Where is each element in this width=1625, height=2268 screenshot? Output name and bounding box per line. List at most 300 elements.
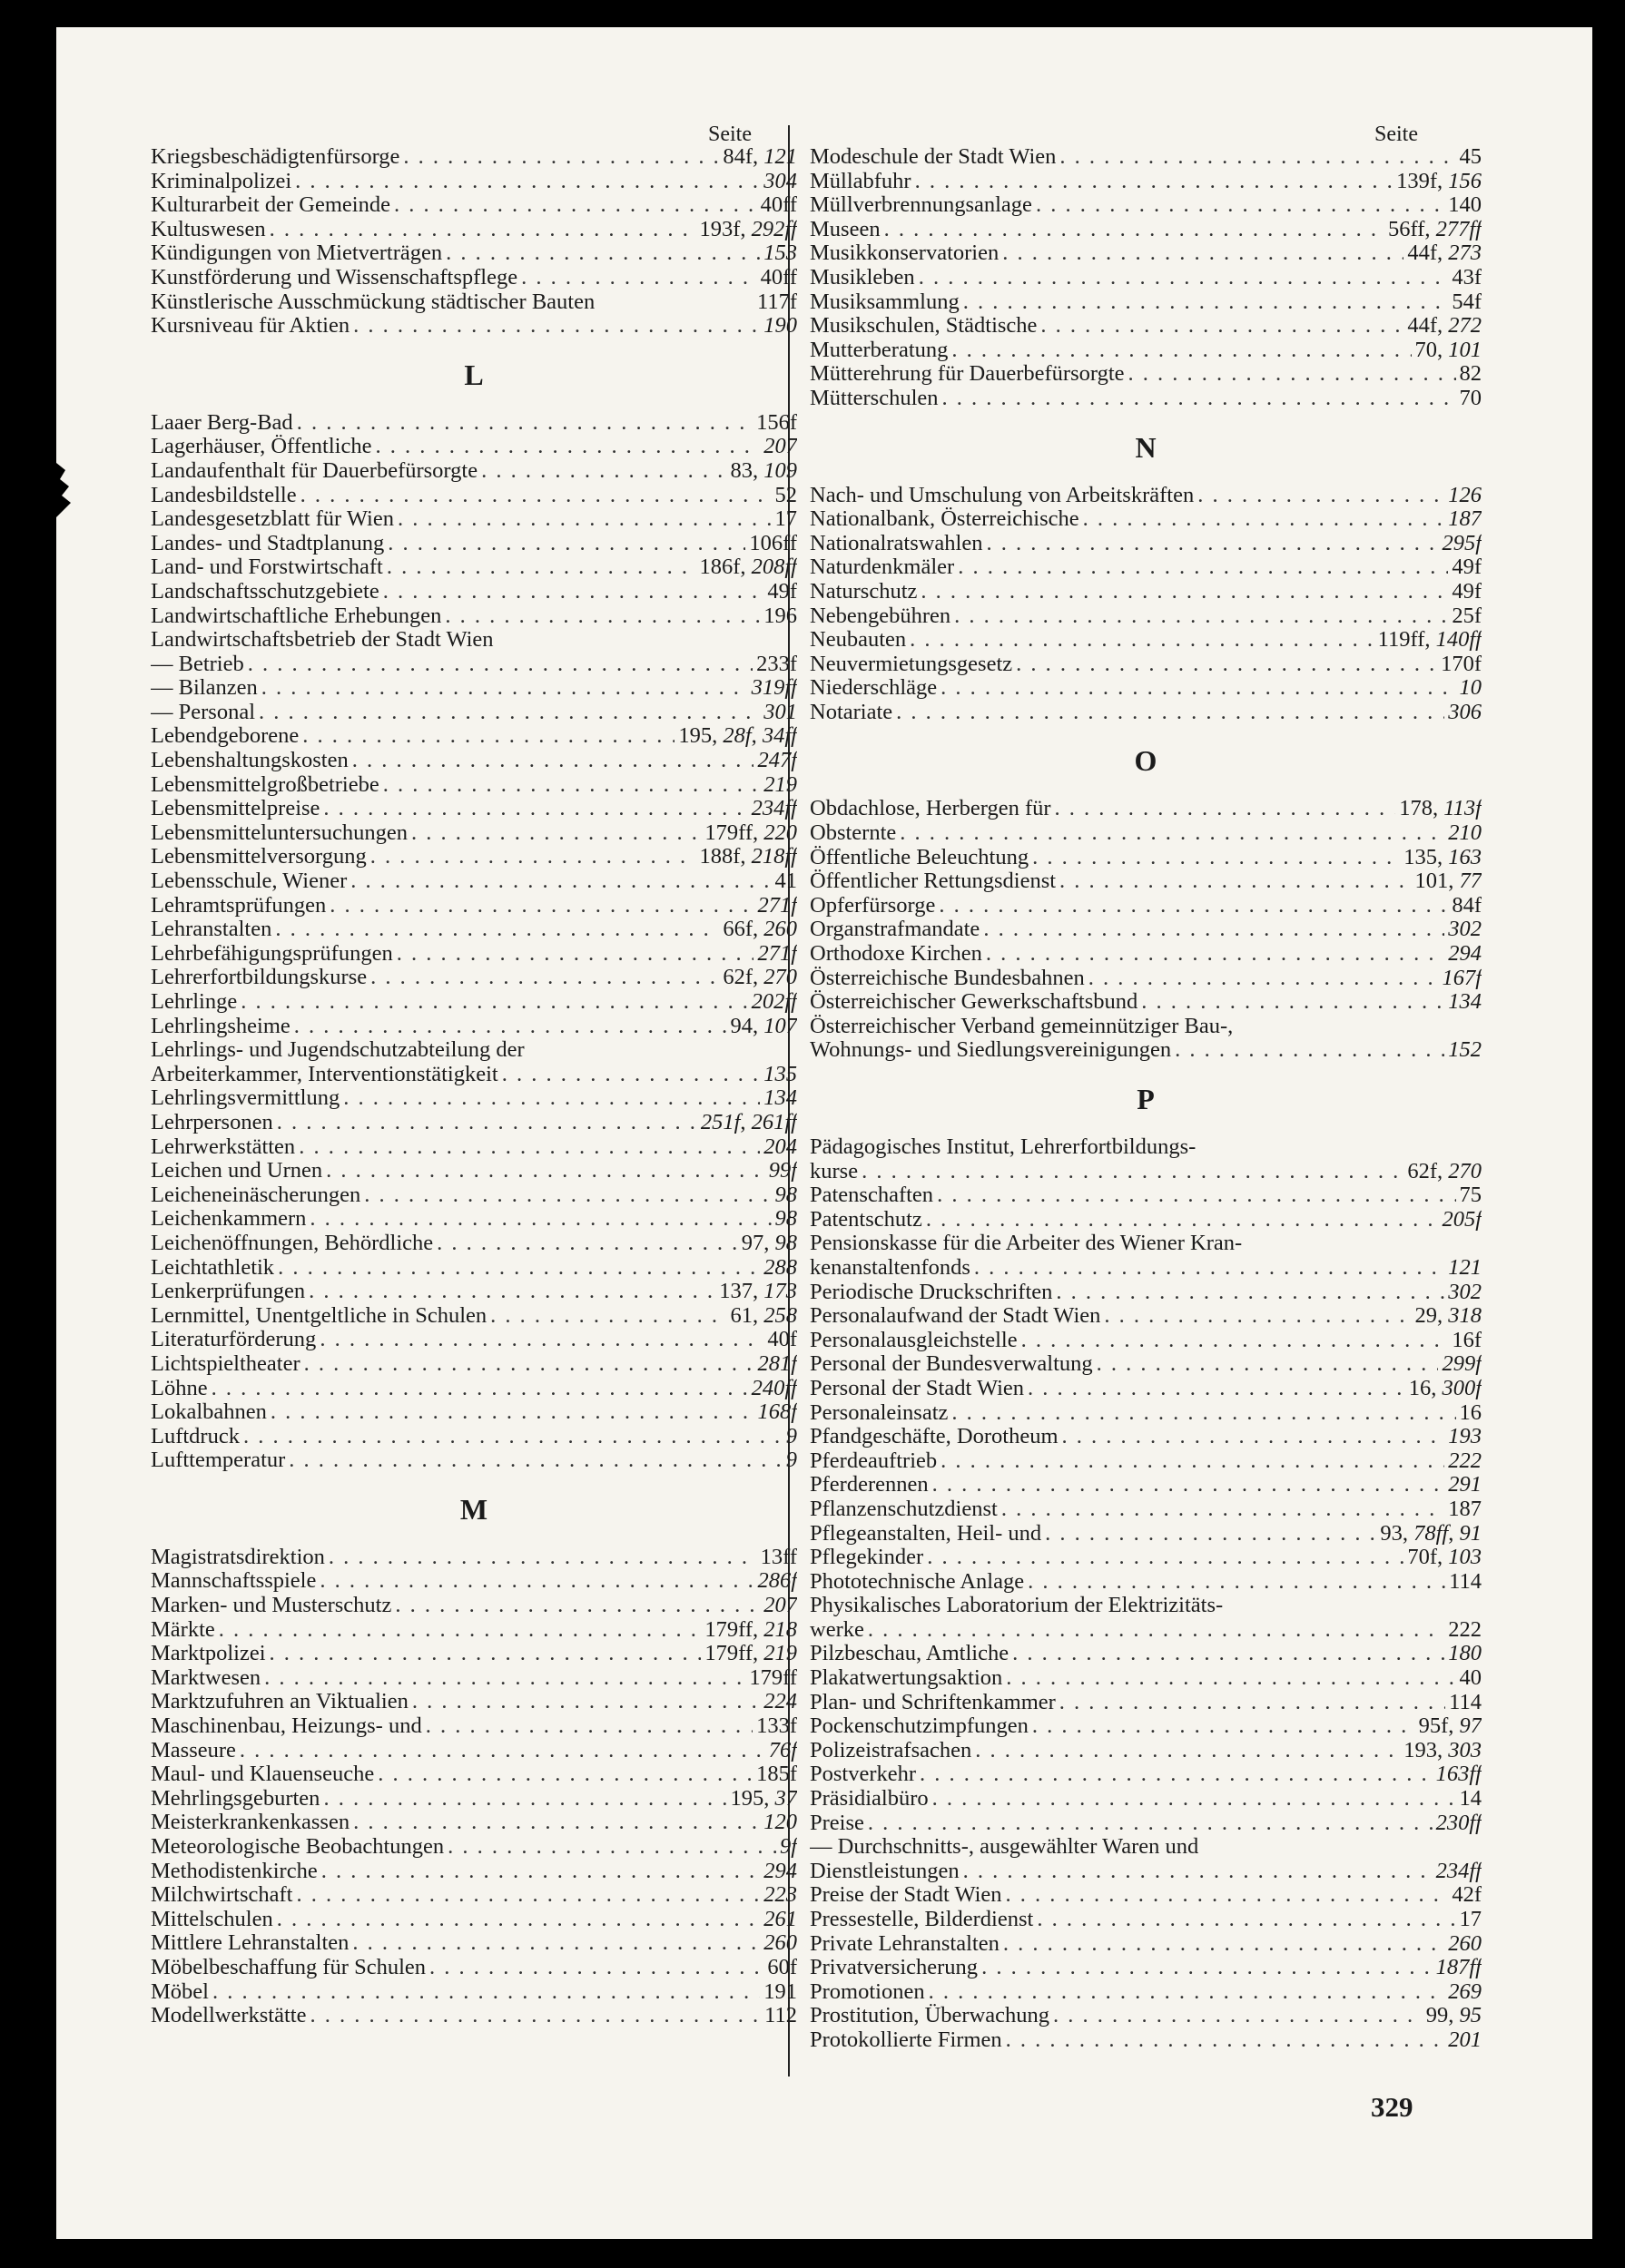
page-ref: 40ff (760, 193, 797, 218)
index-entry (810, 1377, 1482, 1401)
leader-dots (490, 1304, 726, 1329)
entry-label: Musikkonservatorien (810, 241, 1000, 266)
page-reference (1426, 2004, 1482, 2028)
leader-dots (1021, 1329, 1449, 1353)
index-entry (810, 676, 1482, 701)
index-entry (810, 290, 1482, 315)
entry-label: Marken- und Musterschutz (151, 1594, 392, 1618)
entry-label: Museen (810, 217, 881, 241)
page-ref: 49f (767, 579, 797, 604)
page-reference (1460, 387, 1482, 411)
leader-dots (919, 266, 1449, 290)
page-reference (767, 1328, 797, 1352)
entry-label: Leichenöffnungen, Behördliche (151, 1231, 434, 1255)
index-entry (810, 1015, 1482, 1039)
page-ref-italic: 120 (763, 1811, 797, 1835)
leader-dots (350, 869, 771, 894)
page-ref-italic: 208ff (751, 555, 797, 580)
index-entry (151, 1038, 797, 1063)
index-entry (810, 990, 1482, 1015)
page-ref: 56ff, (1388, 217, 1436, 241)
entry-label: Notariate (810, 700, 893, 724)
page-ref: 114 (1449, 1569, 1482, 1594)
page-ref: 191 (763, 1979, 797, 2004)
page-reference (1448, 1980, 1482, 2005)
page-ref-italic: 187 (1448, 507, 1482, 532)
index-entry (151, 1063, 797, 1087)
leader-dots (1055, 797, 1396, 821)
index-entry (810, 387, 1482, 411)
leader-dots (352, 749, 754, 773)
page-reference (1407, 314, 1482, 339)
entry-label: Marktpolizei (151, 1642, 266, 1666)
page-ref: 41 (774, 869, 797, 894)
page-reference (752, 990, 797, 1015)
entry-label: Marktzufuhren an Viktualien (151, 1690, 409, 1714)
page-reference (1448, 2028, 1482, 2053)
entry-label: Lebensmittelversorgung (151, 845, 367, 869)
page-ref-italic: 134 (1448, 990, 1482, 1015)
page-ref: 70, (1414, 338, 1449, 362)
entry-label: Organstrafmandate (810, 918, 980, 942)
page-ref-italic: 37 (774, 1786, 797, 1811)
entry-label: Präsidialbüro (810, 1787, 929, 1811)
page-reference (1452, 555, 1482, 580)
page-ref: 62f, (1407, 1159, 1449, 1183)
index-entry (810, 241, 1482, 266)
page-reference (756, 653, 797, 677)
leader-dots (403, 145, 719, 170)
leader-dots (375, 435, 760, 459)
page-ref: 61, (730, 1303, 764, 1328)
page-ref: 83, (730, 458, 764, 483)
page-reference (763, 604, 797, 629)
entry-label: Literaturförderung (151, 1328, 317, 1352)
entry-label: Landwirtschaftsbetrieb der Stadt Wien (151, 628, 494, 653)
entry-label: Methodistenkirche (151, 1859, 318, 1883)
leader-dots (297, 411, 753, 436)
page-ref-italic: 261 (763, 1907, 797, 1931)
entry-label: Lehrwerkstätten (151, 1134, 296, 1159)
page-reference (1442, 532, 1482, 556)
leader-dots (1175, 1038, 1444, 1063)
entry-label: Nach- und Umschulung von Arbeitskräften (810, 483, 1195, 507)
index-entry (151, 1980, 797, 2005)
page-reference (767, 1956, 797, 1980)
page-ref: 60f (767, 1955, 797, 1979)
index-entry (151, 1280, 797, 1304)
index-entry (151, 1739, 797, 1763)
page-reference (1380, 1522, 1482, 1546)
leader-dots (910, 628, 1374, 653)
index-entry (151, 894, 797, 918)
page-ref-italic: 271f (757, 941, 797, 966)
index-entry (810, 1739, 1482, 1763)
index-entry (151, 1956, 797, 1980)
index-entry (810, 1691, 1482, 1715)
index-entry (810, 1183, 1482, 1208)
leader-dots (987, 532, 1439, 556)
index-entry (810, 1401, 1482, 1426)
index-entry (151, 266, 797, 290)
page-reference (1448, 1473, 1482, 1497)
page-ref-italic: 98 (774, 1207, 797, 1232)
entry-label: Lebensschule, Wiener (151, 869, 348, 894)
entry-label: Niederschläge (810, 676, 938, 701)
index-entry (810, 484, 1482, 508)
page-ref-italic: 210 (1448, 821, 1482, 846)
entry-label: Leichtathletik (151, 1255, 275, 1280)
page-ref-italic: 224 (763, 1690, 797, 1714)
entry-label: Modeschule der Stadt Wien (810, 145, 1057, 169)
leader-dots (1006, 1883, 1449, 1908)
entry-label: Maul- und Klauenseuche (151, 1762, 375, 1787)
leader-dots (1088, 967, 1439, 991)
leader-dots (932, 1473, 1445, 1497)
leader-dots (330, 894, 753, 918)
entry-label: Neubauten (810, 628, 907, 653)
leader-dots (951, 339, 1411, 363)
entry-label: Lernmittel, Unentgeltliche in Schulen (151, 1303, 488, 1328)
page-ref-italic: 113f (1443, 797, 1482, 821)
page-ref-italic: 260 (763, 918, 797, 942)
index-entry (151, 1594, 797, 1618)
index-column-right (810, 145, 1482, 2053)
entry-label: Kriminalpolizei (151, 169, 292, 193)
index-entry (151, 459, 797, 484)
leader-dots (323, 1787, 726, 1811)
index-entry (151, 1714, 797, 1739)
page-reference (767, 580, 797, 604)
leader-dots (364, 1183, 771, 1208)
page-reference (1448, 918, 1482, 942)
index-entry (151, 218, 797, 242)
leader-dots (352, 1931, 760, 1956)
entry-label: Pressestelle, Bilderdienst (810, 1908, 1034, 1931)
leader-dots (920, 1762, 1433, 1787)
entry-label: Patenschaften (810, 1183, 934, 1208)
index-entry (151, 1015, 797, 1039)
page-ref: 16 (1459, 1400, 1482, 1425)
leader-dots (259, 701, 760, 725)
index-entry (810, 1449, 1482, 1474)
page-ref: 84f, (723, 145, 764, 169)
leader-dots (300, 484, 772, 508)
page-reference (1452, 290, 1482, 315)
index-entry (810, 942, 1482, 967)
entry-label: Mütterschulen (810, 386, 939, 410)
entry-label: Prostitution, Überwachung (810, 2004, 1050, 2028)
section-letter: L (464, 358, 484, 391)
leader-dots (353, 314, 760, 339)
page-ref: 179ff, (704, 1617, 764, 1642)
page-reference (1448, 1618, 1482, 1643)
index-entry (810, 918, 1482, 942)
entry-label: Plakatwertungsaktion (810, 1666, 1003, 1691)
leader-dots (278, 1256, 760, 1281)
index-entry (810, 170, 1482, 194)
page-ref: 93, (1380, 1521, 1414, 1546)
page-ref-italic: 9f (779, 1835, 797, 1859)
leader-dots (1056, 1281, 1444, 1305)
entry-label: Landaufenthalt für Dauerbefürsorgte (151, 458, 478, 483)
page-reference (775, 484, 798, 508)
index-entry (151, 1835, 797, 1860)
leader-dots (927, 1546, 1403, 1570)
index-entry (151, 241, 797, 266)
page-ref-italic: 98 (774, 1231, 797, 1255)
page-reference (757, 290, 797, 315)
page-reference (1449, 1570, 1482, 1595)
page-ref-italic: 234ff (1435, 1859, 1482, 1883)
page-ref-italic: 187ff (1435, 1956, 1482, 1980)
page-reference (1452, 604, 1482, 629)
page-reference (699, 845, 797, 869)
leader-dots (370, 966, 719, 990)
entry-label: Meteorologische Beobachtungen (151, 1835, 445, 1859)
leader-dots (320, 1328, 763, 1352)
entry-label: Land- und Forstwirtschaft (151, 555, 383, 580)
leader-dots (289, 1448, 782, 1473)
entry-label: Lokalbahnen (151, 1400, 267, 1425)
entry-label: Lehrlingsvermittlung (151, 1086, 340, 1111)
index-entry (810, 1811, 1482, 1836)
page-reference (1448, 990, 1482, 1015)
index-entry (810, 1160, 1482, 1184)
entry-label: werke (810, 1617, 864, 1642)
index-entry (151, 1304, 797, 1329)
entry-label: Phototechnische Anlage (810, 1569, 1025, 1594)
page-ref: 49f (1452, 555, 1482, 580)
seite-header-left: Seite (708, 123, 752, 146)
entry-label: Märkte (151, 1617, 215, 1642)
index-entry (151, 1860, 797, 1884)
index-entry (151, 1569, 797, 1594)
entry-label: Landwirtschaftliche Erhebungen (151, 604, 442, 628)
index-entry (151, 628, 797, 653)
entry-label: kurse (810, 1159, 859, 1183)
index-entry (810, 1860, 1482, 1884)
index-entry (810, 797, 1482, 821)
page-ref-italic: 291 (1448, 1473, 1482, 1497)
entry-label: Pferderennen (810, 1473, 929, 1497)
entry-label: Pilzbeschau, Amtliche (810, 1642, 1009, 1666)
page-ref: 75 (1459, 1183, 1482, 1208)
entry-label: Polizeistrafsachen (810, 1738, 972, 1762)
page-reference (1407, 1546, 1482, 1570)
entry-label: Preise (810, 1811, 864, 1835)
page-reference (786, 1448, 797, 1473)
leader-dots (448, 1835, 776, 1860)
page-reference (699, 555, 797, 580)
leader-dots (1006, 1666, 1455, 1691)
page-reference (1448, 484, 1482, 508)
page-reference (1452, 266, 1482, 290)
entry-label: Protokollierte Firmen (810, 2027, 1002, 2052)
torn-edge (56, 463, 73, 517)
leader-dots (1062, 1425, 1445, 1449)
leader-dots (983, 918, 1444, 942)
index-entry (151, 1256, 797, 1281)
page-reference (1441, 653, 1482, 677)
index-entry (810, 266, 1482, 290)
page-reference (763, 1860, 797, 1884)
leader-dots (1032, 846, 1400, 870)
page-reference (719, 1280, 797, 1304)
page-ref-italic: 121 (1448, 1255, 1482, 1280)
index-entry (810, 1618, 1482, 1643)
page-ref: 97, (741, 1231, 775, 1255)
leader-dots (963, 1860, 1433, 1884)
index-entry (151, 653, 797, 677)
page-reference (1407, 241, 1482, 266)
index-entry (151, 532, 797, 556)
page-ref: 99, (1425, 2004, 1460, 2028)
page-ref: 29, (1414, 1304, 1449, 1329)
page-reference (775, 1207, 798, 1232)
index-entry (810, 2004, 1482, 2028)
page-ref-italic: 218ff (751, 845, 797, 869)
page-ref-italic: 318 (1448, 1304, 1482, 1329)
entry-label: Obdachlose, Herbergen für (810, 797, 1051, 821)
page-reference (761, 266, 797, 290)
leader-dots (862, 1160, 1403, 1184)
leader-dots (243, 1425, 783, 1449)
page-reference (704, 821, 797, 846)
page-ref-italic: 98 (774, 1183, 797, 1207)
entry-label: Öffentlicher Rettungsdienst (810, 869, 1057, 894)
leader-dots (388, 532, 745, 556)
index-entry (810, 1642, 1482, 1666)
page-ref-italic: 126 (1448, 483, 1482, 507)
leader-dots (398, 507, 772, 532)
page-reference (749, 532, 797, 556)
leader-dots (394, 193, 757, 218)
page-ref-italic: 190 (763, 314, 797, 339)
page-ref-italic: 261ff (751, 1110, 797, 1134)
page-reference (1396, 170, 1482, 194)
entry-label: Österreichischer Verband gemeinnütziger Bau-, (810, 1014, 1234, 1038)
index-entry (810, 967, 1482, 991)
leader-dots (1006, 2028, 1445, 2053)
index-entry (151, 1642, 797, 1666)
entry-label: Preise der Stadt Wien (810, 1883, 1002, 1908)
entry-label: Promotionen (810, 1979, 925, 2004)
entry-label: Wohnungs- und Siedlungsvereinigungen (810, 1038, 1172, 1063)
page-reference (1448, 1256, 1482, 1281)
leader-dots (264, 1666, 745, 1691)
entry-label: Neuvermietungsgesetz (810, 652, 1013, 676)
page-reference (763, 1908, 797, 1932)
leader-dots (329, 1546, 757, 1570)
index-entry (810, 1666, 1482, 1691)
leader-dots (929, 1980, 1445, 2005)
seite-header-right: Seite (1374, 123, 1418, 146)
leader-dots (240, 1739, 765, 1763)
index-entry (810, 1908, 1482, 1932)
page-reference (752, 676, 797, 701)
index-entry (810, 1281, 1482, 1305)
leader-dots (1053, 2004, 1423, 2028)
leader-dots (502, 1063, 761, 1087)
page-ref-italic: 193 (1448, 1425, 1482, 1449)
entry-label: Nationalratswahlen (810, 531, 983, 555)
leader-dots (1028, 1570, 1445, 1595)
page-ref: 16f (1452, 1328, 1482, 1352)
leader-dots (429, 1956, 763, 1980)
page-reference (763, 241, 797, 266)
page-reference (757, 1352, 797, 1377)
leader-dots (974, 1256, 1444, 1281)
page-ref-italic: 286f (757, 1569, 797, 1594)
page-ref: 44f, (1407, 241, 1449, 266)
leader-dots (941, 676, 1455, 701)
page-ref: 112 (764, 2004, 797, 2028)
index-entry (151, 555, 797, 580)
leader-dots (932, 1787, 1456, 1811)
page-ref: 187 (1448, 1497, 1482, 1521)
page-reference (1460, 1908, 1482, 1932)
index-entry (151, 869, 797, 894)
page-ref: 139f, (1396, 169, 1449, 193)
page-reference (749, 1666, 797, 1691)
page-ref-italic: 299f (1442, 1352, 1482, 1377)
index-entry (810, 1714, 1482, 1739)
page-reference (1452, 1329, 1482, 1353)
entry-label: Private Lehranstalten (810, 1931, 1000, 1956)
page-ref: 222 (1448, 1617, 1482, 1642)
entry-label: Musiksammlung (810, 290, 960, 314)
page-ref-italic: 173 (763, 1280, 797, 1304)
index-entry (151, 1400, 797, 1425)
entry-label: Musikleben (810, 265, 915, 290)
index-entry (151, 1618, 797, 1643)
entry-label: Magistratsdirektion (151, 1545, 325, 1569)
page-ref: 14 (1459, 1787, 1482, 1811)
page-reference (678, 724, 797, 749)
index-entry (151, 1546, 797, 1570)
index-entry (151, 1352, 797, 1377)
page-ref: 49f (1452, 579, 1482, 604)
page-reference (763, 1883, 797, 1908)
page-reference (756, 1762, 797, 1787)
index-entry (151, 845, 797, 869)
page-reference (731, 459, 798, 484)
entry-label: Pflanzenschutzdienst (810, 1497, 998, 1521)
page-ref: 42f (1452, 1883, 1482, 1908)
entry-label: Lehrbefähigungsprüfungen (151, 941, 393, 966)
leader-dots (1097, 1352, 1439, 1377)
entry-label: Landesbildstelle (151, 483, 297, 507)
index-entry (810, 701, 1482, 725)
entry-label: Lehrlinge (151, 990, 238, 1014)
index-page (56, 27, 1592, 2239)
leader-dots (445, 604, 760, 629)
index-entry (151, 1111, 797, 1135)
index-entry (151, 1377, 797, 1401)
page-ref-italic: 76f (768, 1738, 797, 1762)
leader-dots (1001, 1497, 1444, 1522)
page-ref-italic: 301 (763, 700, 797, 724)
leader-dots (884, 218, 1384, 242)
entry-label: Laaer Berg-Bad (151, 410, 293, 435)
index-entry (810, 532, 1482, 556)
index-entry (810, 193, 1482, 218)
page-ref-italic: 223 (763, 1883, 797, 1908)
leader-dots (275, 918, 719, 942)
page-ref-italic: 219 (763, 1642, 797, 1666)
page-ref-italic: 135 (763, 1062, 797, 1086)
